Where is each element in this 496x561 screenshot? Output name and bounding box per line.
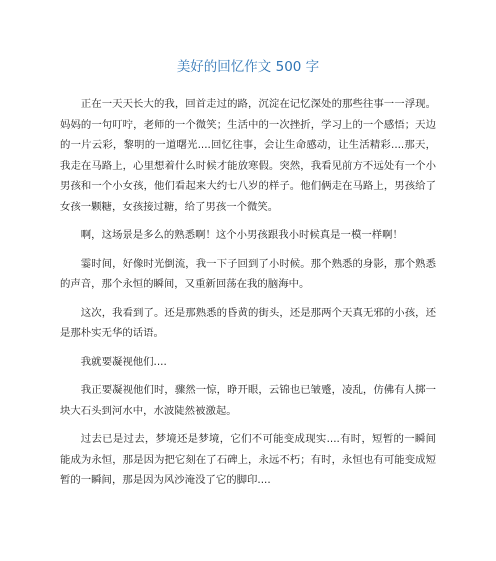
paragraph-5: 我就要凝视他们.... xyxy=(80,355,167,368)
paragraph-1: 正在一天天长大的我，回首走过的路，沉淀在记忆深处的那些往事一一浮现。妈妈的一句叮咛，老师的一个微笑；生活中的一次挫折，学习上的一个感悟；天边的一片云彩，黎明的一道曙光....回忆往事，会让生命感动，让生活精彩....那天，我走在马路上，心里想着什么时候才能放寒假。突然，我看见前方不远处有一个小男孩和一个小女孩，他们看起来大约七八岁的样子。他们俩走在马路上，男孩给了女孩一颗糖，女孩接过糖，给了男孩一个微笑。 xyxy=(60,98,436,213)
paragraph-6: 我正要凝视他们时，骤然一惊，睁开眼，云锦也已皱蹙，凌乱，仿佛有人掷一块大石头到河水中，水波陡然被激起。 xyxy=(60,384,436,417)
paragraph-3: 霎时间，好像时光倒流，我一下子回到了小时候。那个熟悉的身影，那个熟悉的声音，那个永恒的瞬间，又重新回荡在我的脑海中。 xyxy=(60,257,436,290)
paragraph-7: 过去已是过去，梦境还是梦境，它们不可能变成现实....有时，短暂的一瞬间能成为永恒，那是因为把它刻在了石碑上，永远不朽；有时，永恒也有可能变成短暂的一瞬间，那是因为风沙淹没了它的脚印.... xyxy=(60,433,436,486)
paragraph-4: 这次，我看到了。还是那熟悉的昏黄的街头，还是那两个天真无邪的小孩，还是那朴实无华的话语。 xyxy=(60,306,436,339)
paragraph-2: 啊，这场景是多么的熟悉啊！这个小男孩跟我小时候真是一模一样啊！ xyxy=(80,229,403,241)
document-title: 美好的回忆作文 500 字 xyxy=(176,59,320,75)
